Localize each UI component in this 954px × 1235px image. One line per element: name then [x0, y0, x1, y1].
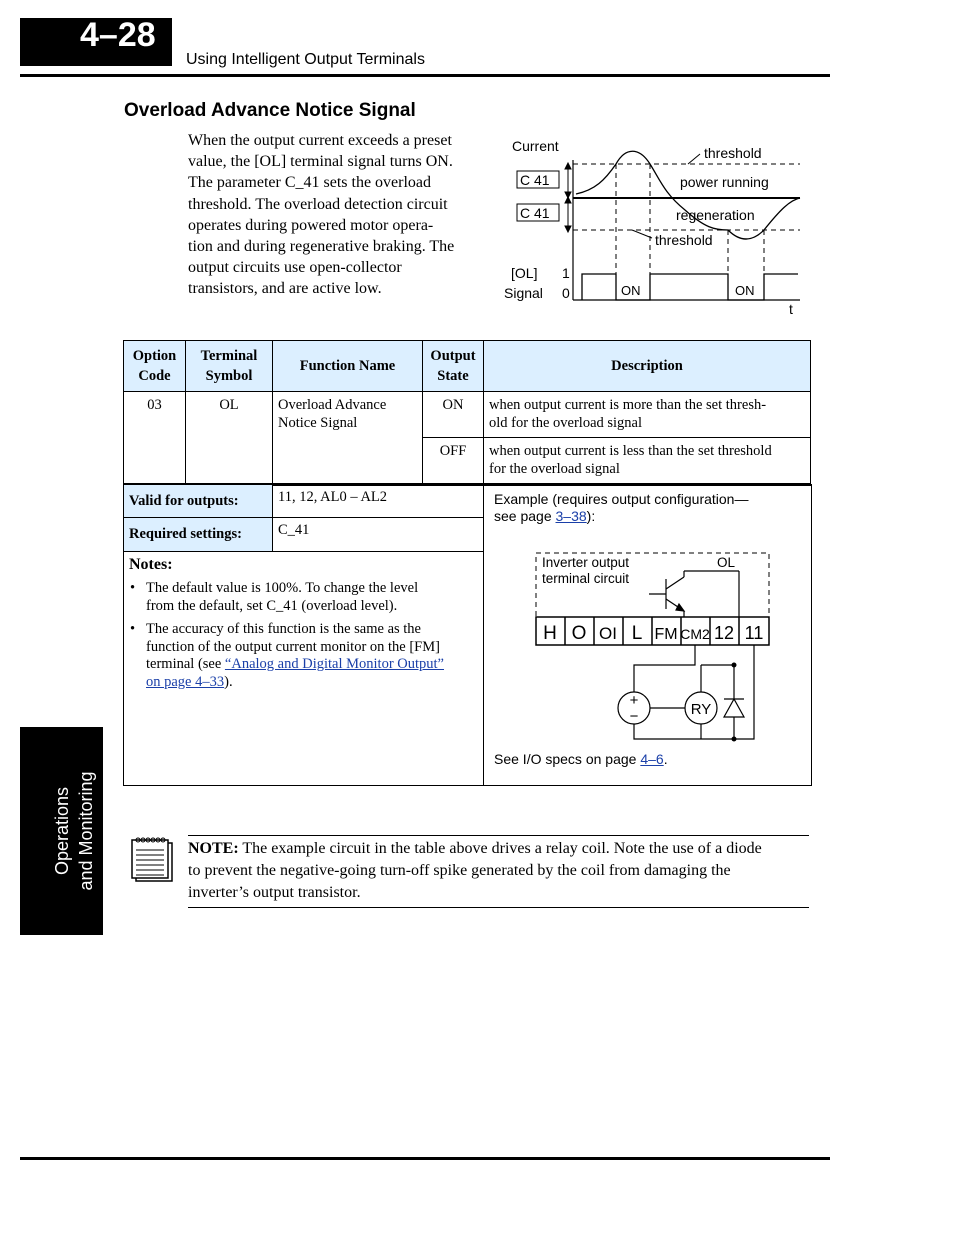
- note-label: NOTE:: [188, 840, 239, 857]
- header-title: Using Intelligent Output Terminals: [186, 51, 425, 68]
- description-line: when output current is more than the set thresh-: [489, 397, 767, 413]
- signal-label: Signal: [504, 285, 543, 301]
- c41-lower-label: C 41: [520, 205, 550, 221]
- function-name-cell: [273, 392, 423, 485]
- section-title: Overload Advance Notice Signal: [124, 100, 416, 121]
- threshold-upper-label: threshold: [704, 145, 762, 161]
- header-text: Terminal: [200, 348, 258, 364]
- note-line: [146, 674, 480, 692]
- side-tab-line-2: and Monitoring: [76, 771, 96, 891]
- level-low-label: 0: [562, 285, 570, 301]
- note-item: [130, 580, 480, 615]
- circuit-label-2: terminal circuit: [542, 571, 630, 586]
- power-running-label: power running: [680, 174, 769, 190]
- minus-sign: −: [629, 708, 639, 725]
- header-text: State: [437, 368, 469, 384]
- description-line: when output current is less than the set threshold: [489, 443, 772, 459]
- intro-line: transistors, and are active low.: [188, 280, 382, 298]
- notepad-icon: [130, 836, 176, 884]
- plus-sign: +: [629, 692, 639, 709]
- note-line: The default value is 100%. To change the level: [146, 580, 419, 596]
- terminal-h: H: [543, 623, 557, 644]
- analog-digital-monitor-link[interactable]: “Analog and Digital Monitor Output”: [224, 656, 444, 672]
- intro-line: tion and during regenerative braking. The: [188, 238, 455, 256]
- on-label-2: ON: [735, 283, 755, 298]
- dc-supply-icon: [618, 692, 650, 725]
- header-description: Description: [484, 341, 811, 392]
- note-line: [146, 656, 480, 674]
- intro-paragraph: [188, 130, 480, 300]
- on-label-1: ON: [621, 283, 641, 298]
- on-description-cell: [484, 392, 811, 438]
- notes-title: Notes:: [129, 556, 173, 573]
- page-4-6-link[interactable]: 4–6: [640, 751, 664, 767]
- terminal-12: 12: [713, 623, 735, 643]
- example-line: Example (requires output configuration—: [494, 491, 749, 507]
- intro-line: threshold. The overload detection circuit: [188, 195, 448, 213]
- circuit-label-1: Inverter output: [542, 555, 630, 570]
- header-terminal-symbol: [186, 341, 273, 392]
- header-text: Output: [430, 348, 476, 364]
- note-text: terminal (see: [146, 656, 225, 672]
- external-wiring: [634, 645, 754, 739]
- settings-notes-box: [123, 484, 812, 786]
- current-label: Current: [512, 138, 559, 154]
- note-line: from the default, set C_41 (overload level).: [146, 597, 398, 614]
- example-caption: [494, 491, 794, 525]
- description-line: for the overload signal: [489, 460, 620, 477]
- terminal-11: 11: [744, 623, 764, 643]
- intro-line: The parameter C_41 sets the overload: [188, 174, 432, 192]
- note-text: ).: [224, 673, 233, 690]
- junction-dot: [732, 663, 737, 668]
- table-header-row: [124, 341, 811, 392]
- table-row: [124, 392, 811, 438]
- terminal-symbol-cell: OL: [186, 392, 273, 485]
- example-text: ):: [586, 508, 596, 524]
- threshold-lower-pointer: [632, 230, 652, 238]
- function-name-line: Overload Advance: [278, 397, 387, 413]
- ol-signal-trace: [582, 274, 798, 300]
- example-line: [494, 508, 794, 525]
- diode-icon: [724, 699, 744, 717]
- c41-arrows: [565, 163, 571, 232]
- timing-diagram: [500, 130, 810, 320]
- description-line: old for the overload signal: [489, 414, 643, 431]
- header-text: Option: [132, 348, 177, 364]
- intro-line: When the output current exceeds a preset: [188, 132, 452, 149]
- header-rule: [20, 74, 830, 77]
- c41-upper-label: C 41: [520, 172, 550, 188]
- option-table: [123, 340, 811, 486]
- page-number: 4–28: [80, 16, 156, 54]
- footer-rule: [20, 1157, 830, 1160]
- example-text: see page: [494, 508, 556, 524]
- ol-label: [OL]: [511, 265, 538, 281]
- intro-line: value, the [OL] terminal signal turns ON.: [188, 153, 453, 171]
- valid-outputs-label: Valid for outputs:: [124, 485, 273, 518]
- note-line: The accuracy of this function is the same as the: [146, 621, 421, 637]
- note-line: inverter’s output transistor.: [188, 884, 361, 901]
- io-specs-note: [494, 751, 668, 767]
- terminal-l: L: [631, 623, 643, 644]
- threshold-lower-label: threshold: [655, 232, 713, 248]
- terminal-cm2: CM2: [680, 626, 710, 642]
- option-code-cell: 03: [124, 392, 186, 485]
- page-3-38-link[interactable]: 3–38: [555, 508, 587, 524]
- header-function-name: Function Name: [273, 341, 423, 392]
- relay-circuit-diagram: [529, 549, 779, 749]
- required-settings-value: C_41: [273, 518, 484, 552]
- page-4-33-link[interactable]: on page 4–33: [146, 673, 225, 690]
- note-line: [188, 838, 812, 860]
- off-state-cell: OFF: [423, 438, 484, 485]
- on-state-cell: ON: [423, 392, 484, 438]
- header-text: Code: [138, 368, 171, 384]
- io-text: See I/O specs on page: [494, 751, 641, 767]
- bullet: •: [130, 621, 136, 637]
- terminal-strip: [536, 617, 769, 645]
- terminal-oi: OI: [599, 624, 617, 643]
- note-rule-bottom: [188, 907, 809, 908]
- ol-terminal-label: OL: [717, 555, 736, 570]
- header-option-code: [124, 341, 186, 392]
- required-settings-label: Required settings:: [124, 518, 273, 552]
- relay-label: RY: [690, 701, 712, 718]
- note-box-text: [188, 838, 812, 904]
- io-text: .: [663, 751, 668, 767]
- note-item: [130, 621, 480, 691]
- relay-coil-icon: [685, 692, 717, 724]
- regeneration-label: regeneration: [676, 207, 755, 223]
- function-name-line: Notice Signal: [278, 414, 358, 431]
- threshold-pointer: [688, 154, 700, 164]
- header-output-state: [423, 341, 484, 392]
- note-text: The example circuit in the table above drives a relay coil. Note the use of a diode: [238, 840, 762, 857]
- time-label: t: [789, 301, 793, 317]
- note-line: function of the output current monitor on the [FM]: [146, 638, 440, 655]
- column-divider: [483, 485, 484, 785]
- intro-line: output circuits use open-collector: [188, 259, 402, 277]
- junction-dot: [732, 737, 737, 742]
- side-tab-label: [20, 727, 103, 935]
- terminal-o: O: [571, 623, 587, 644]
- note-rule-top: [188, 835, 809, 836]
- off-description-cell: [484, 438, 811, 485]
- level-high-label: 1: [562, 265, 570, 281]
- terminal-fm: FM: [654, 626, 678, 643]
- bullet: •: [130, 580, 136, 596]
- header-text: Symbol: [205, 368, 253, 384]
- side-tab-line-1: Operations: [52, 786, 72, 876]
- valid-outputs-value: 11, 12, AL0 – AL2: [273, 485, 484, 518]
- note-line: to prevent the negative-going turn-off spike generated by the coil from damaging the: [188, 862, 731, 879]
- intro-line: operates during powered motor opera-: [188, 216, 434, 234]
